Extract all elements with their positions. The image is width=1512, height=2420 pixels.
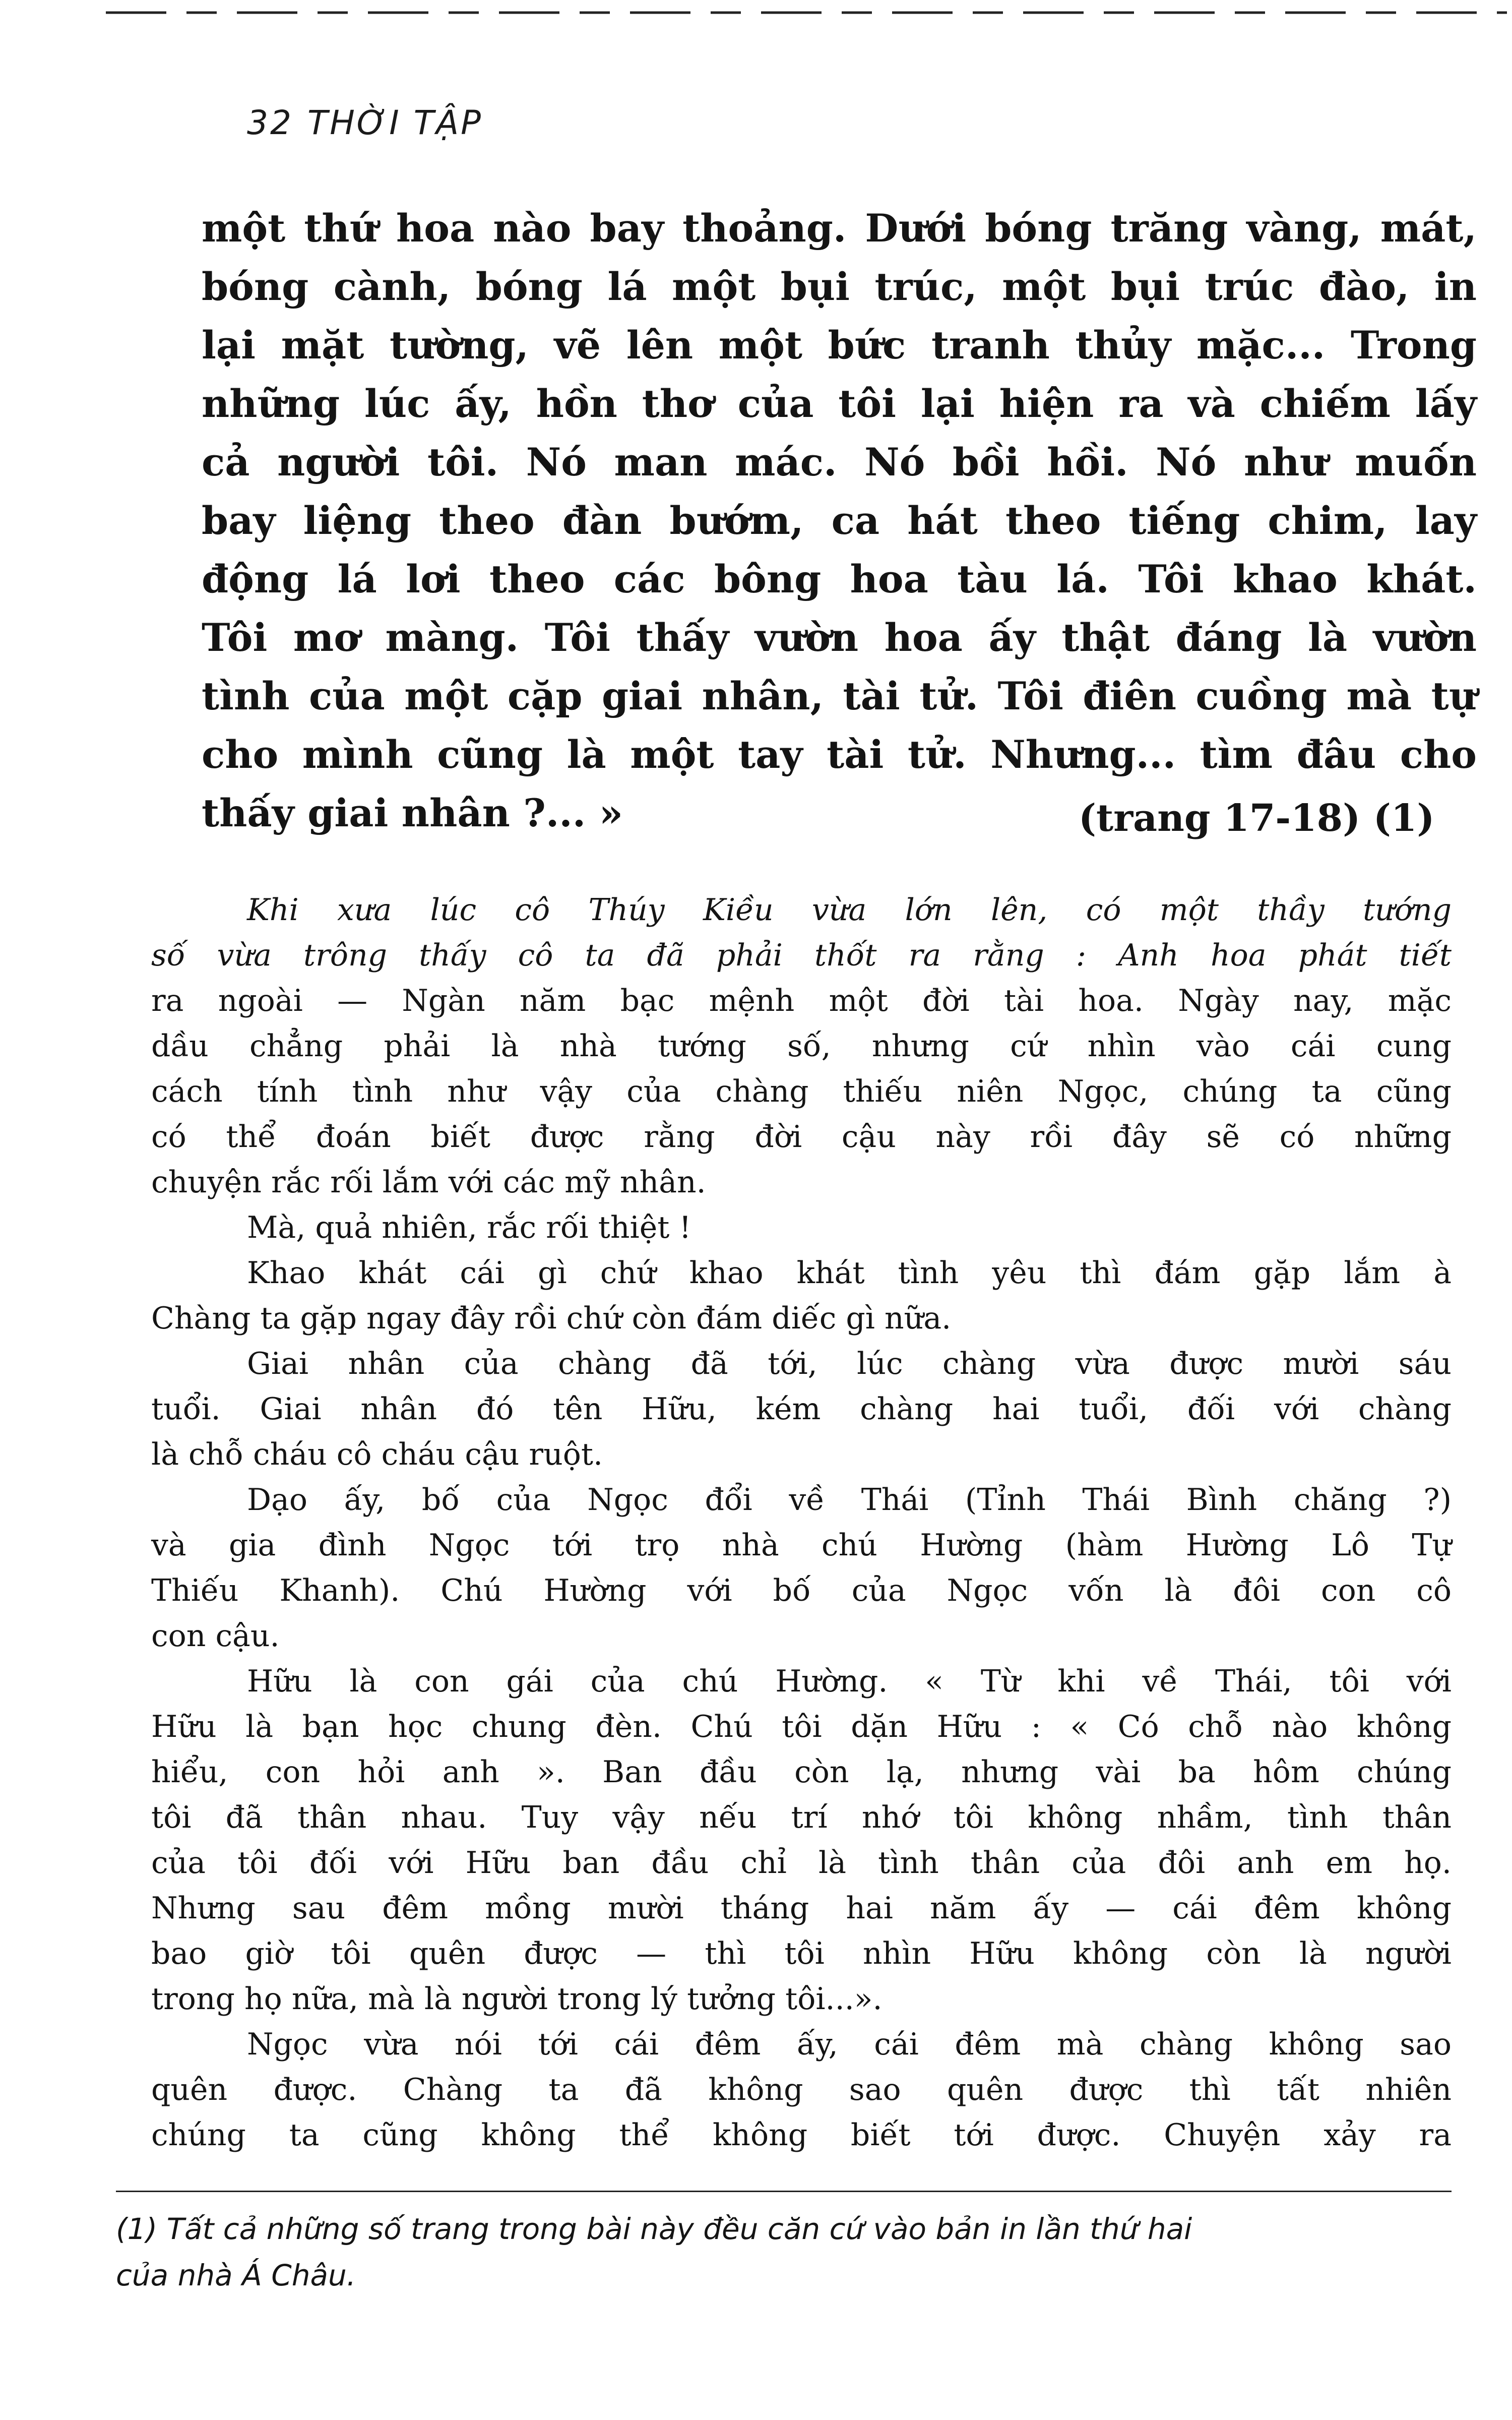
body-line: tôi đã thân nhau. Tuy vậy nếu trí nhớ tôi không nhầm, tình thân xyxy=(151,1800,1452,1835)
body-line: Hữu là bạn học chung đèn. Chú tôi dặn Hữu : « Có chỗ nào không xyxy=(151,1709,1452,1744)
quote-line: cả người tôi. Nó man mác. Nó bồi hồi. Nó như muốn xyxy=(202,440,1477,485)
body-line: Giai nhân của chàng đã tới, lúc chàng vừa được mười sáu xyxy=(247,1346,1452,1381)
footnote-divider xyxy=(116,2191,1452,2192)
body-line: trong họ nữa, mà là người trong lý tưởng tôi...». xyxy=(151,1981,883,2017)
running-title: THỜI TẬP xyxy=(307,103,483,142)
quote-line: động lá lơi theo các bông hoa tàu lá. Tôi khao khát. xyxy=(202,557,1477,601)
body-line: Hữu là con gái của chú Hường. « Từ khi về Thái, tôi với xyxy=(247,1664,1452,1699)
body-line: và gia đình Ngọc tới trọ nhà chú Hường (hàm Hường Lô Tự xyxy=(151,1528,1452,1563)
page-number: 32 xyxy=(247,103,293,142)
body-line: Ngọc vừa nói tới cái đêm ấy, cái đêm mà chàng không sao xyxy=(247,2027,1452,2062)
body-line: có thể đoán biết được rằng đời cậu này rồi đây sẽ có những xyxy=(151,1119,1452,1155)
body-line: Khi xưa lúc cô Thúy Kiều vừa lớn lên, có một thầy tướng xyxy=(247,892,1452,928)
quote-line: Tôi mơ màng. Tôi thấy vườn hoa ấy thật đáng là vườn xyxy=(202,615,1477,660)
body-line: tuổi. Giai nhân đó tên Hữu, kém chàng hai tuổi, đối với chàng xyxy=(151,1392,1452,1427)
body-line: số vừa trông thấy cô ta đã phải thốt ra rằng : Anh hoa phát tiết xyxy=(151,938,1452,973)
quote-line: bay liệng theo đàn bướm, ca hát theo tiếng chim, lay xyxy=(202,498,1477,543)
body-line: bao giờ tôi quên được — thì tôi nhìn Hữu không còn là người xyxy=(151,1936,1452,1971)
body-line: cách tính tình như vậy của chàng thiếu niên Ngọc, chúng ta cũng xyxy=(151,1074,1452,1109)
page-header xyxy=(247,103,483,142)
body-line: con cậu. xyxy=(151,1618,280,1654)
body-line: ra ngoài — Ngàn năm bạc mệnh một đời tài hoa. Ngày nay, mặc xyxy=(151,983,1452,1018)
quote-line: bóng cành, bóng lá một bụi trúc, một bụi trúc đào, in xyxy=(202,264,1477,309)
body-line: của tôi đối với Hữu ban đầu chỉ là tình thân của đôi anh em họ. xyxy=(151,1845,1452,1881)
quote-line: những lúc ấy, hồn thơ của tôi lại hiện ra và chiếm lấy xyxy=(202,381,1477,426)
quote-line: thấy giai nhân ?... » xyxy=(202,791,623,835)
footnote-line: (1) Tất cả những số trang trong bài này đều căn cứ vào bản in lần thứ hai xyxy=(116,2212,1192,2246)
body-line: Thiếu Khanh). Chú Hường với bố của Ngọc vốn là đôi con cô xyxy=(151,1573,1452,1608)
body-line: Chàng ta gặp ngay đây rồi chứ còn đám diếc gì nữa. xyxy=(151,1301,952,1336)
body-line: Khao khát cái gì chứ khao khát tình yêu thì đám gặp lắm à xyxy=(247,1255,1452,1291)
body-line: Mà, quả nhiên, rắc rối thiệt ! xyxy=(247,1210,691,1245)
footnote xyxy=(116,2206,1452,2298)
body-text xyxy=(151,887,1452,2158)
body-line: là chỗ cháu cô cháu cậu ruột. xyxy=(151,1437,603,1472)
quote-line: tình của một cặp giai nhân, tài tử. Tôi điên cuồng mà tự xyxy=(202,674,1477,718)
body-line: chúng ta cũng không thể không biết tới được. Chuyện xảy ra xyxy=(151,2118,1452,2153)
body-line: Nhưng sau đêm mồng mười tháng hai năm ấy — cái đêm không xyxy=(151,1891,1452,1926)
quote-line: một thứ hoa nào bay thoảng. Dưới bóng trăng vàng, mát, xyxy=(202,206,1477,251)
body-line: hiểu, con hỏi anh ». Ban đầu còn lạ, nhưng vài ba hôm chúng xyxy=(151,1754,1452,1790)
quote-line: lại mặt tường, vẽ lên một bức tranh thủy mặc... Trong xyxy=(202,323,1477,368)
top-rule xyxy=(106,9,1507,16)
body-line: quên được. Chàng ta đã không sao quên được thì tất nhiên xyxy=(151,2072,1452,2107)
body-line: dầu chẳng phải là nhà tướng số, nhưng cứ nhìn vào cái cung xyxy=(151,1028,1452,1064)
body-line: chuyện rắc rối lắm với các mỹ nhân. xyxy=(151,1165,706,1200)
citation: (trang 17-18) (1) xyxy=(1079,797,1435,840)
quoted-passage xyxy=(202,199,1477,842)
body-line: Dạo ấy, bố của Ngọc đổi về Thái (Tỉnh Thái Bình chăng ?) xyxy=(247,1482,1452,1518)
footnote-line: của nhà Á Châu. xyxy=(116,2258,356,2292)
quote-line: cho mình cũng là một tay tài tử. Nhưng... tìm đâu cho xyxy=(202,732,1477,777)
